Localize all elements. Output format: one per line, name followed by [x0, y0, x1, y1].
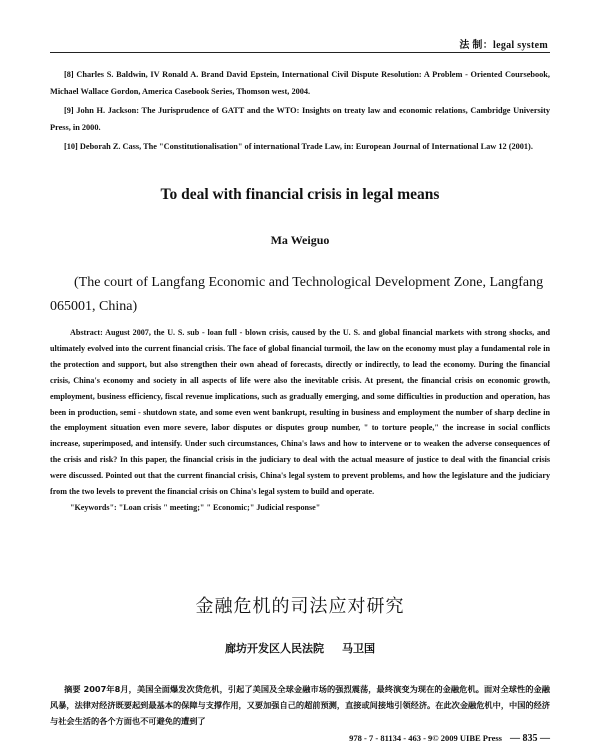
reference-item [50, 66, 550, 100]
reference-list [50, 66, 550, 157]
reference-item [50, 102, 550, 136]
chinese-title: 金融危机的司法应对研究 [195, 596, 405, 617]
reference-text: [10] Deborah Z. Cass, The "Constitutionalisation" of international Trade Law, in: European Journal of International Law 12 (2001). [64, 142, 533, 151]
chinese-abstract [50, 681, 550, 729]
chinese-court: 廊坊开发区人民法院 [225, 642, 324, 655]
keywords-paragraph [50, 500, 550, 516]
reference-text: [9] John H. Jackson: The Jurisprudence of GATT and the WTO: Insights on treaty law and economic relations, Cambridge University Press, in 2000. [50, 106, 550, 132]
footer-isbn: 978 - 7 - 81134 - 463 - 9© 2009 UIBE Press [349, 733, 502, 743]
chinese-author-line [0, 640, 600, 656]
abstract-text: Abstract: August 2007, the U. S. sub - loan full - blown crisis, caused by the U. S. and global financial markets with strong shocks, and ultimately evolved into the current financial crisis. The face of global financial turmoil, the law on the economy must play a fundamental role in the protection and support, but also strengthen their own ahead of forecasts, directly or indirectly, to lead the economy. During the financial crisis, China's economy and society in all aspects of life were also the inevitable crisis. At present, the financial crisis on economic growth, employment, business efficiency, fiscal revenue implications, such as gradually emerging, and some difficulties in production and operation, has been in production, semi - shutdown state, and some even went bankrupt, resulting in business and employment the number of sharp decline in the employment situation even more severe, labor disputes or disputes group number, " to torture people," the increase in social conflicts increase, superimposed, and intensify. Under such circumstances, China's laws and how to intervene or to weaken the adverse consequences of the crisis and risk? In this paper, the financial crisis in the judiciary to deal with the actual measure of justice to deal with the financial crisis were discussed. Pointed out that the current financial crisis, China's legal system to prevent problems, and how the legislature and the judiciary from the two levels to prevent the financial crisis on China's legal system to build and operate. [50, 328, 550, 497]
page-footer [349, 733, 550, 744]
reference-item [50, 138, 550, 155]
english-author: Ma Weiguo [270, 233, 330, 247]
page-number: — 835 — [510, 733, 550, 744]
reference-text: [8] Charles S. Baldwin, IV Ronald A. Brand David Epstein, International Civil Dispute Resolution: A Problem - Oriented Coursebook, Michael Wallace Gordon, America Casebook Series, Thomson west, 2004. [50, 70, 550, 96]
affiliation-text: (The court of Langfang Economic and Technological Development Zone, Langfang 065001, China) [50, 275, 544, 314]
chinese-author: 马卫国 [342, 642, 375, 655]
english-title: To deal with financial crisis in legal means [160, 186, 440, 203]
running-head: 法 制：legal system [459, 40, 548, 51]
english-affiliation [50, 271, 555, 319]
chinese-abstract-paragraph [50, 681, 550, 729]
chinese-abstract-text: 摘要 2007年8月，美国全面爆发次贷危机，引起了美国及全球金融市场的强烈震荡，最终演变为现在的金融危机。面对全球性的金融风暴，法律对经济既要起到最基本的保障与支撑作用，又要加强自己的超前预测，直接或间接地引领经济。在此次金融危机中，中国的经济与社会生活的各个方面也不可避免的遭到了 [50, 684, 550, 726]
abstract-paragraph [50, 325, 550, 500]
keywords-text: "Keywords": "Loan crisis " meeting;" " Economic;" Judicial response" [70, 502, 321, 512]
english-abstract [50, 325, 550, 516]
header-rule [50, 52, 550, 53]
